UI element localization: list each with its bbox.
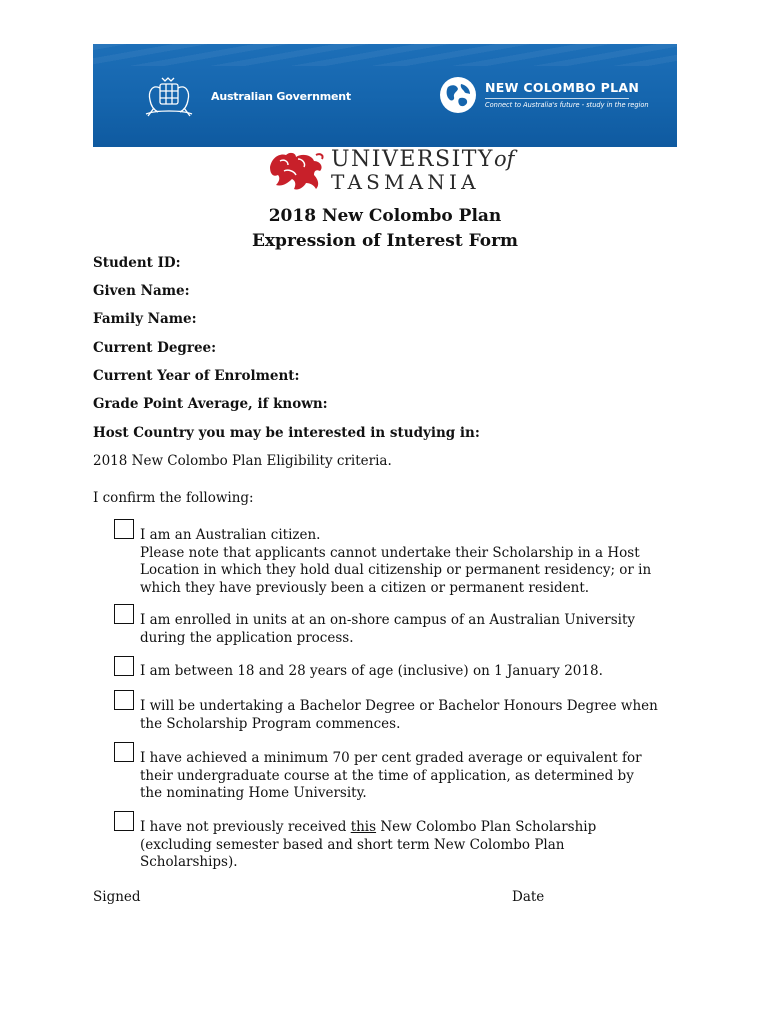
citizen-checkbox[interactable] [114, 519, 134, 539]
previous-scholarship-checkbox[interactable] [114, 811, 134, 831]
family-name-label: Family Name: [93, 311, 197, 327]
criterion-line: which they have previously been a citizen or permanent resident. [140, 579, 590, 596]
grade-criterion [140, 750, 685, 803]
age-criterion [140, 663, 685, 681]
confirm-heading: I confirm the following: [93, 490, 254, 506]
globe-icon [439, 76, 477, 114]
criterion-line: Scholarships). [140, 854, 238, 870]
student-id-label: Student ID: [93, 255, 181, 271]
criterion-line: the Scholarship Program commences. [140, 715, 401, 732]
eligibility-criteria-text: 2018 New Colombo Plan Eligibility criteria. [93, 453, 392, 469]
grade-checkbox[interactable] [114, 742, 134, 762]
criterion-line [140, 819, 685, 837]
criterion-text: I have not previously received [140, 819, 351, 835]
criterion-text: New Colombo Plan Scholarship [376, 819, 597, 835]
current-year-label: Current Year of Enrolment: [93, 368, 300, 384]
criterion-line: I am an Australian citizen. [140, 527, 321, 543]
new-colombo-plan-title: NEW COLOMBO PLAN [485, 80, 640, 95]
criterion-line: during the application process. [140, 629, 354, 646]
current-degree-label: Current Degree: [93, 340, 217, 356]
criterion-line: I will be undertaking a Bachelor Degree or Bachelor Honours Degree when [140, 698, 658, 714]
given-name-label: Given Name: [93, 283, 190, 299]
university-wordmark-line2: TASMANIA [331, 170, 480, 194]
criterion-line: (excluding semester based and short term New Colombo Plan [140, 836, 565, 853]
emphasis-this: this [350, 819, 377, 835]
australian-government-label: Australian Government [211, 90, 351, 103]
criterion-line: I am between 18 and 28 years of age (inclusive) on 1 January 2018. [140, 663, 603, 679]
enrolled-checkbox[interactable] [114, 604, 134, 624]
bachelor-checkbox[interactable] [114, 690, 134, 710]
university-lion-logo-icon [266, 147, 326, 193]
university-wordmark [331, 147, 514, 192]
bachelor-criterion [140, 698, 685, 733]
citizen-criterion [140, 527, 685, 597]
previous-scholarship-criterion [140, 819, 685, 872]
form-title-line2: Expression of Interest Form [251, 231, 519, 251]
criterion-line: the nominating Home University. [140, 785, 367, 801]
host-country-label: Host Country you may be interested in studying in: [93, 425, 480, 441]
criterion-line: I am enrolled in units at an on-shore campus of an Australian University [140, 612, 636, 628]
date-label: Date [512, 889, 545, 905]
criterion-line: their undergraduate course at the time of application, as determined by [140, 767, 634, 784]
criterion-line: I have achieved a minimum 70 per cent graded average or equivalent for [140, 750, 642, 766]
university-wordmark-line1: UNIVERSITYof [331, 147, 515, 172]
coat-of-arms-icon [140, 74, 198, 120]
government-banner [93, 44, 677, 147]
criterion-line: Please note that applicants cannot undertake their Scholarship in a Host [140, 544, 640, 561]
ncp-tagline: Connect to Australia's future - study in the region [485, 101, 649, 109]
signed-label: Signed [93, 889, 141, 905]
ncp-divider [485, 98, 629, 99]
enrolled-criterion [140, 612, 685, 647]
form-title-line1: 2018 New Colombo Plan [268, 206, 502, 226]
criterion-line: Location in which they hold dual citizenship or permanent residency; or in [140, 562, 652, 578]
age-checkbox[interactable] [114, 656, 134, 676]
banner-texture [93, 44, 677, 66]
gpa-label: Grade Point Average, if known: [93, 396, 328, 412]
